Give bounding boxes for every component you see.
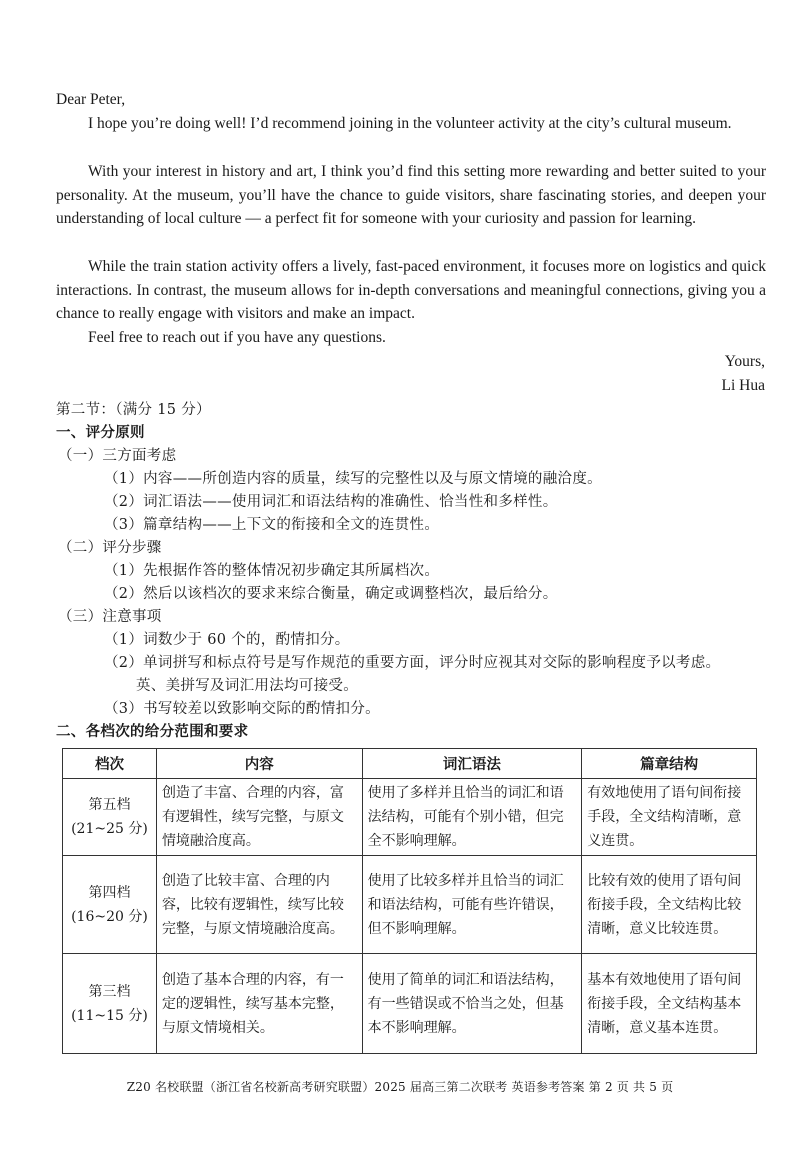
structure-cell: 有效地使用了语句间衔接手段，全文结构清晰，意义连贯。 bbox=[582, 779, 757, 856]
grammar-cell: 使用了简单的词汇和语法结构，有一些错误或不恰当之处，但基本不影响理解。 bbox=[362, 954, 582, 1054]
table-header-row bbox=[63, 749, 757, 779]
grading-rubric-table bbox=[62, 748, 757, 1054]
sub2-item-1: （1）先根据作答的整体情况初步确定其所属档次。 bbox=[104, 563, 440, 579]
header-level: 档次 bbox=[63, 749, 157, 779]
content-cell: 创造了基本合理的内容，有一定的逻辑性，续写基本完整，与原文情境相关。 bbox=[156, 954, 362, 1054]
structure-cell: 基本有效地使用了语句间衔接手段，全文结构基本清晰，意义基本连贯。 bbox=[582, 954, 757, 1054]
letter-paragraph-2: With your interest in history and art, I think you’d find this setting more rewarding and better suited to your personality. At the museum, you’ll have the chance to guide visitors, share fascinating stories, and deepen your understanding of local culture — a perfect fit for someone with your curiosity and passion for learning. bbox=[56, 163, 766, 227]
grammar-cell: 使用了多样并且恰当的词汇和语法结构，可能有个别小错，但完全不影响理解。 bbox=[362, 779, 582, 856]
sub3-heading: （三）注意事项 bbox=[58, 609, 162, 625]
sub3-item-2: （2）单词拼写和标点符号是写作规范的重要方面，评分时应视其对交际的影响程度予以考虑。 bbox=[104, 655, 721, 671]
table-row bbox=[63, 779, 757, 856]
sub2-heading: （二）评分步骤 bbox=[58, 540, 162, 556]
header-grammar: 词汇语法 bbox=[362, 749, 582, 779]
letter-paragraph-1: I hope you’re doing well! I’d recommend joining in the volunteer activity at the city’s cultural museum. bbox=[88, 115, 732, 132]
table-row bbox=[63, 856, 757, 954]
level-range: (11~15 分) bbox=[71, 1007, 148, 1024]
sub3-item-3: （3）书写较差以致影响交际的酌情扣分。 bbox=[104, 701, 380, 717]
level-name: 第四档 bbox=[88, 884, 131, 901]
level-name: 第五档 bbox=[88, 797, 131, 813]
part1-heading: 一、评分原则 bbox=[56, 424, 145, 441]
letter-paragraph-4: Feel free to reach out if you have any questions. bbox=[88, 329, 386, 346]
level-cell bbox=[63, 856, 157, 954]
level-range: (16~20 分) bbox=[71, 908, 148, 925]
sub1-item-3: （3）篇章结构——上下文的衔接和全文的连贯性。 bbox=[104, 517, 440, 533]
table-row bbox=[63, 954, 757, 1054]
letter-paragraph-3: While the train station activity offers a lively, fast-paced environment, it focuses more on logistics and quick interactions. In contrast, the museum allows for in-depth conversations and meaningful connections, giving you a chance to really engage with visitors and make an impact. bbox=[56, 258, 766, 322]
part2-heading: 二、各档次的给分范围和要求 bbox=[56, 723, 249, 740]
level-cell bbox=[63, 954, 157, 1054]
header-content: 内容 bbox=[156, 749, 362, 779]
content-cell: 创造了丰富、合理的内容，富有逻辑性，续写完整，与原文情境融洽度高。 bbox=[156, 779, 362, 856]
level-range: (21~25 分) bbox=[71, 821, 148, 837]
letter-signature: Li Hua bbox=[721, 377, 765, 394]
structure-cell: 比较有效的使用了语句间衔接手段，全文结构比较清晰，意义比较连贯。 bbox=[582, 856, 757, 954]
header-structure: 篇章结构 bbox=[582, 749, 757, 779]
sub1-item-2: （2）词汇语法——使用词汇和语法结构的准确性、恰当性和多样性。 bbox=[104, 494, 558, 510]
sub3-item-2-continued: 英、美拼写及词汇用法均可接受。 bbox=[136, 678, 358, 694]
sub1-item-1: （1）内容——所创造内容的质量，续写的完整性以及与原文情境的融洽度。 bbox=[104, 471, 602, 487]
sub3-item-1: （1）词数少于 60 个的，酌情扣分。 bbox=[104, 632, 350, 648]
grammar-cell: 使用了比较多样并且恰当的词汇和语法结构，可能有些许错误，但不影响理解。 bbox=[362, 856, 582, 954]
section-title: 第二节：（满分 15 分） bbox=[56, 402, 211, 418]
level-cell bbox=[63, 779, 157, 856]
sub1-heading: （一）三方面考虑 bbox=[58, 448, 177, 464]
letter-salutation: Dear Peter, bbox=[56, 91, 126, 108]
page-footer: Z20 名校联盟（浙江省名校新高考研究联盟）2025 届高三第二次联考 英语参考答案 第 2 页 共 5 页 bbox=[126, 1080, 674, 1094]
level-name: 第三档 bbox=[88, 983, 131, 1000]
letter-closing: Yours, bbox=[724, 353, 765, 370]
content-cell: 创造了比较丰富、合理的内容，比较有逻辑性，续写比较完整，与原文情境融洽度高。 bbox=[156, 856, 362, 954]
sub2-item-2: （2）然后以该档次的要求来综合衡量，确定或调整档次，最后给分。 bbox=[104, 586, 558, 602]
